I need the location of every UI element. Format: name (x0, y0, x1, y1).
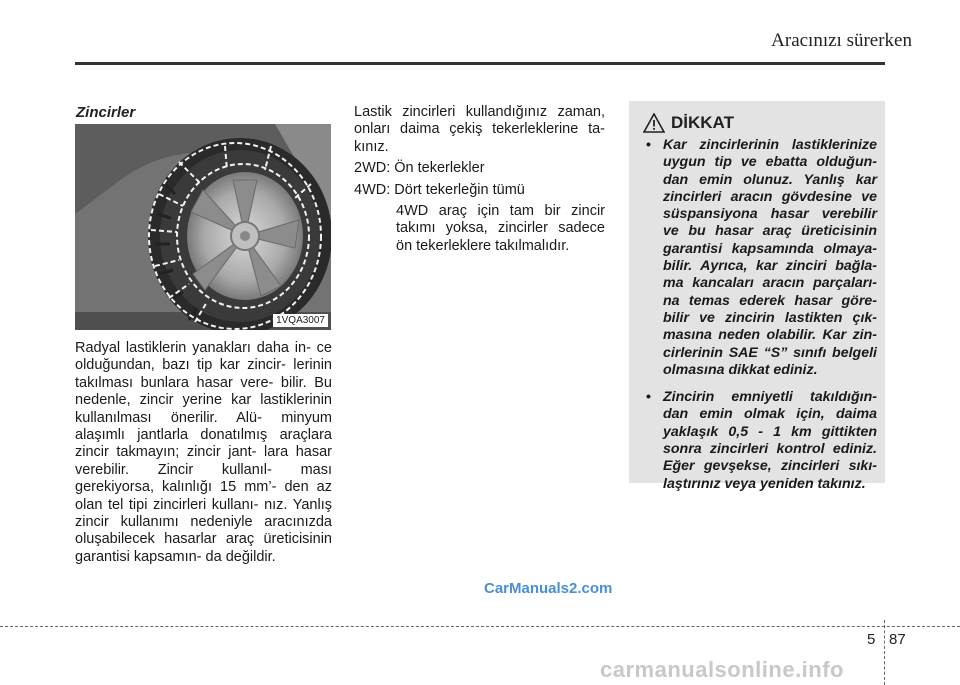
caution-title: DİKKAT (671, 113, 734, 132)
header-title: Aracınızı sürerken (771, 30, 912, 51)
left-body-text: Radyal lastiklerin yanakları daha in- ce olduğundan, bazı tip kar zincir- lerinin takılması bunlara hasar vere- bilir. Bu nedenle, zincir yerine kar lastiklerinin kullanılması önerilir. Alü- minyum alaşımlı jantlarla donatılmış araçlara zincir takmayın; zincir jant- lara hasar verebilir. Zincir kullanıl- ması gerekiyorsa, kalınlığı 15 mm’- den az olan tel tipi zincirleri kullanı- nız. Yanlış zincir kullanımı nedeniyle aracınızda oluşabilecek hasarlar araç üreticisinin garantisi kapsamın- da değildir. (75, 340, 332, 565)
caution-item: • Kar zincirlerinin lastiklerinize uygun tip ve ebatta olduğun- dan emin olunuz. Yanlış kar zincirleri aracın gövdesine ve süspansiyona hasar verebilir ve bu hasar araç üreticisinin garantisi kapsamında olmaya- bilir. Ayrıca, kar zinciri bağla- ma kancaları aracın parçaları- na temas ederek hasar göre- bilir ve zincirin lastikten çık- masına neden olabilir. Kar zin- cirlerinin SAE “S” sınıfı belgeli olmasına dikkat ediniz. (643, 137, 877, 379)
snow-chain-illustration (75, 124, 331, 330)
tire-with-chain-image (75, 124, 331, 330)
page-number: 87 (889, 631, 906, 648)
4wd-note: 4WD araç için tam bir zincir takımı yoksa, zincirler sadece ön tekerleklere takılmalıdır. (396, 203, 605, 254)
caution-item: • Zincirin emniyetli takıldığın- dan emin olmak için, daima yaklaşık 0,5 - 1 km gittikten sonra zincirleri kontrol ediniz. Eğer gevşekse, zincirleri sıkı- laştırınız veya yeniden takınız. (643, 389, 877, 493)
warning-triangle-icon (643, 113, 665, 133)
carmanuals-watermark: CarManuals2.com (484, 580, 613, 597)
bottom-watermark: carmanualsonline.info (600, 657, 844, 682)
header-rule (75, 62, 885, 65)
figure-code: 1VQA3007 (273, 314, 328, 327)
line-2wd: 2WD: Ön tekerlekler (354, 160, 485, 177)
middle-column (354, 104, 605, 259)
caution-list (643, 137, 877, 493)
section-title: Zincirler (76, 104, 136, 121)
caution-header (643, 113, 877, 133)
footer-divider (884, 620, 885, 685)
line-4wd: 4WD: Dört tekerleğin tümü (354, 181, 525, 198)
section-number: 5 (867, 631, 876, 648)
footer-rule (0, 626, 960, 627)
chain-usage-intro: Lastik zincirleri kullandığınız zaman, onları daima çekiş tekerleklerine ta- kınız. (354, 104, 605, 155)
caution-box (629, 101, 885, 492)
